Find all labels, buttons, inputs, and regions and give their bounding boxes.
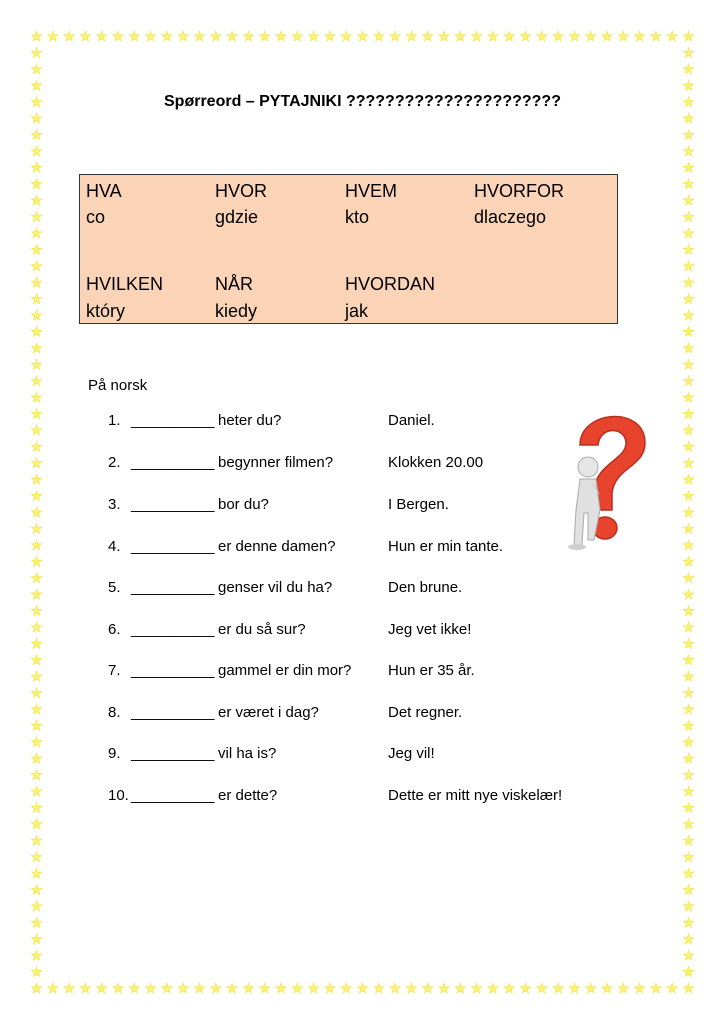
star-icon	[30, 522, 43, 535]
star-icon	[682, 260, 695, 273]
star-icon	[30, 555, 43, 568]
star-icon	[112, 982, 125, 995]
question-number: 6.	[108, 621, 121, 638]
star-icon	[682, 637, 695, 650]
star-icon	[682, 325, 695, 338]
question-text: begynner filmen?	[218, 454, 334, 471]
star-icon	[682, 161, 695, 174]
star-icon	[682, 276, 695, 289]
answer-blank: __________	[131, 662, 215, 679]
star-icon	[682, 867, 695, 880]
star-icon	[30, 900, 43, 913]
star-icon	[682, 818, 695, 831]
star-icon	[470, 982, 483, 995]
vocab-polish: jak	[345, 301, 369, 321]
star-icon	[682, 670, 695, 683]
star-icon	[30, 670, 43, 683]
star-icon	[519, 982, 532, 995]
star-icon	[30, 440, 43, 453]
vocab-polish: co	[86, 207, 106, 227]
vocab-norwegian: HVORDAN	[345, 274, 436, 294]
star-icon	[682, 391, 695, 404]
star-icon	[46, 30, 59, 43]
star-icon	[30, 966, 43, 979]
star-icon	[30, 752, 43, 765]
star-icon	[30, 654, 43, 667]
star-icon	[405, 982, 418, 995]
star-icon	[30, 457, 43, 470]
star-icon	[209, 30, 222, 43]
star-icon	[30, 293, 43, 306]
answer-blank: __________	[131, 704, 215, 721]
star-icon	[682, 473, 695, 486]
question-text: er dette?	[218, 787, 278, 804]
star-icon	[584, 982, 597, 995]
star-icon	[682, 424, 695, 437]
vocab-norwegian: HVEM	[345, 181, 398, 201]
star-icon	[682, 227, 695, 240]
star-icon	[30, 818, 43, 831]
star-icon	[30, 539, 43, 552]
vocab-norwegian: HVA	[86, 181, 122, 201]
star-icon	[405, 30, 418, 43]
star-icon	[30, 227, 43, 240]
star-icon	[535, 30, 548, 43]
star-icon	[682, 736, 695, 749]
star-icon	[226, 982, 239, 995]
star-icon	[79, 982, 92, 995]
star-icon	[177, 30, 190, 43]
star-icon	[30, 687, 43, 700]
star-icon	[682, 752, 695, 765]
question-text: bor du?	[218, 496, 269, 513]
star-icon	[30, 30, 43, 43]
answer-blank: __________	[131, 538, 215, 555]
question-number: 2.	[108, 454, 121, 471]
star-icon	[30, 211, 43, 224]
star-icon	[95, 30, 108, 43]
star-icon	[307, 982, 320, 995]
star-icon	[682, 490, 695, 503]
star-icon	[160, 30, 173, 43]
star-icon	[486, 30, 499, 43]
star-icon	[30, 145, 43, 158]
star-icon	[95, 982, 108, 995]
vocabulary-table	[79, 174, 618, 324]
star-icon	[682, 46, 695, 59]
star-icon	[682, 506, 695, 519]
star-icon	[682, 293, 695, 306]
answer-blank: __________	[131, 745, 215, 762]
star-icon	[682, 408, 695, 421]
vocab-polish: kiedy	[215, 301, 258, 321]
star-icon	[30, 851, 43, 864]
star-icon	[682, 555, 695, 568]
section-subtitle: På norsk	[88, 377, 148, 394]
star-icon	[275, 30, 288, 43]
star-icon	[275, 982, 288, 995]
star-icon	[666, 982, 679, 995]
star-icon	[682, 687, 695, 700]
star-icon	[30, 375, 43, 388]
star-icon	[144, 30, 157, 43]
star-icon	[30, 588, 43, 601]
star-icon	[356, 30, 369, 43]
question-number: 9.	[108, 745, 121, 762]
star-icon	[30, 309, 43, 322]
star-icon	[30, 46, 43, 59]
question-number: 8.	[108, 704, 121, 721]
star-icon	[519, 30, 532, 43]
star-icon	[438, 30, 451, 43]
question-answer: I Bergen.	[388, 496, 449, 513]
star-icon	[128, 30, 141, 43]
star-icon	[323, 982, 336, 995]
star-icon	[30, 424, 43, 437]
star-icon	[682, 112, 695, 125]
star-icon	[30, 884, 43, 897]
star-icon	[242, 30, 255, 43]
star-icon	[421, 30, 434, 43]
star-icon	[30, 408, 43, 421]
star-icon	[372, 30, 385, 43]
star-icon	[340, 982, 353, 995]
question-answer: Den brune.	[388, 579, 463, 596]
star-icon	[30, 982, 43, 995]
question-text: genser vil du ha?	[218, 579, 333, 596]
question-number: 5.	[108, 579, 121, 596]
star-icon	[682, 194, 695, 207]
star-icon	[421, 982, 434, 995]
star-icon	[682, 703, 695, 716]
star-icon	[503, 30, 516, 43]
star-icon	[144, 982, 157, 995]
star-icon	[160, 982, 173, 995]
star-icon	[682, 342, 695, 355]
star-icon	[682, 834, 695, 847]
star-icon	[372, 982, 385, 995]
star-icon	[30, 736, 43, 749]
star-icon	[242, 982, 255, 995]
star-icon	[617, 30, 630, 43]
answer-blank: __________	[131, 496, 215, 513]
star-icon	[503, 982, 516, 995]
star-icon	[682, 128, 695, 141]
star-icon	[30, 260, 43, 273]
star-icon	[682, 719, 695, 732]
star-icon	[682, 243, 695, 256]
star-icon	[291, 30, 304, 43]
star-icon	[177, 982, 190, 995]
star-icon	[30, 785, 43, 798]
star-icon	[682, 211, 695, 224]
star-icon	[454, 30, 467, 43]
star-icon	[30, 949, 43, 962]
star-icon	[193, 982, 206, 995]
star-icon	[30, 604, 43, 617]
star-icon	[682, 309, 695, 322]
star-icon	[682, 851, 695, 864]
answer-blank: __________	[131, 412, 215, 429]
star-icon	[649, 982, 662, 995]
star-icon	[633, 30, 646, 43]
star-icon	[682, 900, 695, 913]
star-icon	[291, 982, 304, 995]
question-answer: Jeg vet ikke!	[388, 621, 472, 638]
question-text: er denne damen?	[218, 538, 336, 555]
question-text: heter du?	[218, 412, 282, 429]
star-icon	[682, 654, 695, 667]
star-icon	[30, 506, 43, 519]
star-icon	[389, 30, 402, 43]
star-icon	[30, 769, 43, 782]
answer-blank: __________	[131, 579, 215, 596]
question-text: er du så sur?	[218, 621, 306, 638]
star-icon	[30, 391, 43, 404]
question-number: 4.	[108, 538, 121, 555]
star-icon	[226, 30, 239, 43]
star-icon	[307, 30, 320, 43]
star-icon	[682, 916, 695, 929]
question-mark-figure-icon	[560, 405, 660, 555]
answer-blank: __________	[131, 454, 215, 471]
answer-blank: __________	[131, 621, 215, 638]
question-answer: Daniel.	[388, 412, 435, 429]
star-icon	[682, 588, 695, 601]
star-icon	[682, 63, 695, 76]
star-icon	[682, 966, 695, 979]
star-icon	[535, 982, 548, 995]
star-icon	[666, 30, 679, 43]
star-icon	[30, 63, 43, 76]
star-icon	[30, 79, 43, 92]
star-icon	[30, 933, 43, 946]
star-icon	[633, 982, 646, 995]
question-answer: Det regner.	[388, 704, 463, 721]
star-icon	[682, 949, 695, 962]
vocab-polish: który	[86, 301, 126, 321]
star-icon	[682, 457, 695, 470]
star-icon	[30, 128, 43, 141]
star-icon	[552, 982, 565, 995]
star-icon	[30, 276, 43, 289]
star-icon	[112, 30, 125, 43]
star-icon	[63, 30, 76, 43]
page-title: Spørreord – PYTAJNIKI ??????????????????????	[164, 93, 561, 110]
question-text: er været i dag?	[218, 704, 319, 721]
star-icon	[30, 161, 43, 174]
question-number: 1.	[108, 412, 121, 429]
star-icon	[568, 30, 581, 43]
star-icon	[209, 982, 222, 995]
star-icon	[584, 30, 597, 43]
star-icon	[30, 916, 43, 929]
star-icon	[682, 884, 695, 897]
star-icon	[30, 801, 43, 814]
star-icon	[63, 982, 76, 995]
vocab-norwegian: HVOR	[215, 181, 268, 201]
vocab-norwegian: HVILKEN	[86, 274, 164, 294]
question-answer: Dette er mitt nye viskelær!	[388, 787, 563, 804]
star-icon	[30, 112, 43, 125]
question-answer: Jeg vil!	[388, 745, 435, 762]
star-icon	[682, 801, 695, 814]
star-icon	[30, 243, 43, 256]
star-icon	[682, 79, 695, 92]
star-icon	[340, 30, 353, 43]
star-icon	[601, 30, 614, 43]
question-text: gammel er din mor?	[218, 662, 352, 679]
star-icon	[649, 30, 662, 43]
star-icon	[128, 982, 141, 995]
star-icon	[682, 785, 695, 798]
answer-blank: __________	[131, 787, 215, 804]
star-icon	[438, 982, 451, 995]
vocab-polish: gdzie	[215, 207, 259, 227]
star-icon	[682, 178, 695, 191]
star-icon	[486, 982, 499, 995]
star-icon	[30, 637, 43, 650]
star-icon	[30, 342, 43, 355]
star-icon	[258, 30, 271, 43]
star-icon	[454, 982, 467, 995]
star-icon	[46, 982, 59, 995]
question-answer: Hun er 35 år.	[388, 662, 475, 679]
star-icon	[30, 490, 43, 503]
star-icon	[193, 30, 206, 43]
vocab-norwegian: NÅR	[215, 274, 254, 294]
star-icon	[30, 358, 43, 371]
star-icon	[682, 933, 695, 946]
star-icon	[30, 834, 43, 847]
star-icon	[617, 982, 630, 995]
question-number: 3.	[108, 496, 121, 513]
star-icon	[682, 375, 695, 388]
vocab-norwegian: HVORFOR	[474, 181, 564, 201]
star-icon	[682, 440, 695, 453]
star-icon	[568, 982, 581, 995]
star-icon	[258, 982, 271, 995]
star-icon	[323, 30, 336, 43]
star-icon	[682, 572, 695, 585]
star-icon	[30, 194, 43, 207]
star-icon	[30, 572, 43, 585]
question-number: 7.	[108, 662, 121, 679]
star-icon	[30, 867, 43, 880]
star-icon	[682, 522, 695, 535]
star-icon	[682, 604, 695, 617]
star-icon	[682, 539, 695, 552]
star-icon	[30, 703, 43, 716]
star-icon	[552, 30, 565, 43]
question-answer: Klokken 20.00	[388, 454, 484, 471]
star-icon	[682, 30, 695, 43]
star-icon	[682, 358, 695, 371]
star-icon	[601, 982, 614, 995]
star-icon	[356, 982, 369, 995]
star-icon	[682, 621, 695, 634]
star-icon	[30, 473, 43, 486]
star-icon	[682, 982, 695, 995]
vocab-polish: kto	[345, 207, 370, 227]
star-icon	[30, 178, 43, 191]
star-icon	[470, 30, 483, 43]
star-icon	[682, 769, 695, 782]
question-number: 10.	[108, 787, 129, 804]
star-icon	[30, 621, 43, 634]
vocab-polish: dlaczego	[474, 207, 547, 227]
question-answer: Hun er min tante.	[388, 538, 504, 555]
star-icon	[389, 982, 402, 995]
question-text: vil ha is?	[218, 745, 277, 762]
star-icon	[30, 325, 43, 338]
star-icon	[79, 30, 92, 43]
star-icon	[682, 145, 695, 158]
star-icon	[30, 719, 43, 732]
